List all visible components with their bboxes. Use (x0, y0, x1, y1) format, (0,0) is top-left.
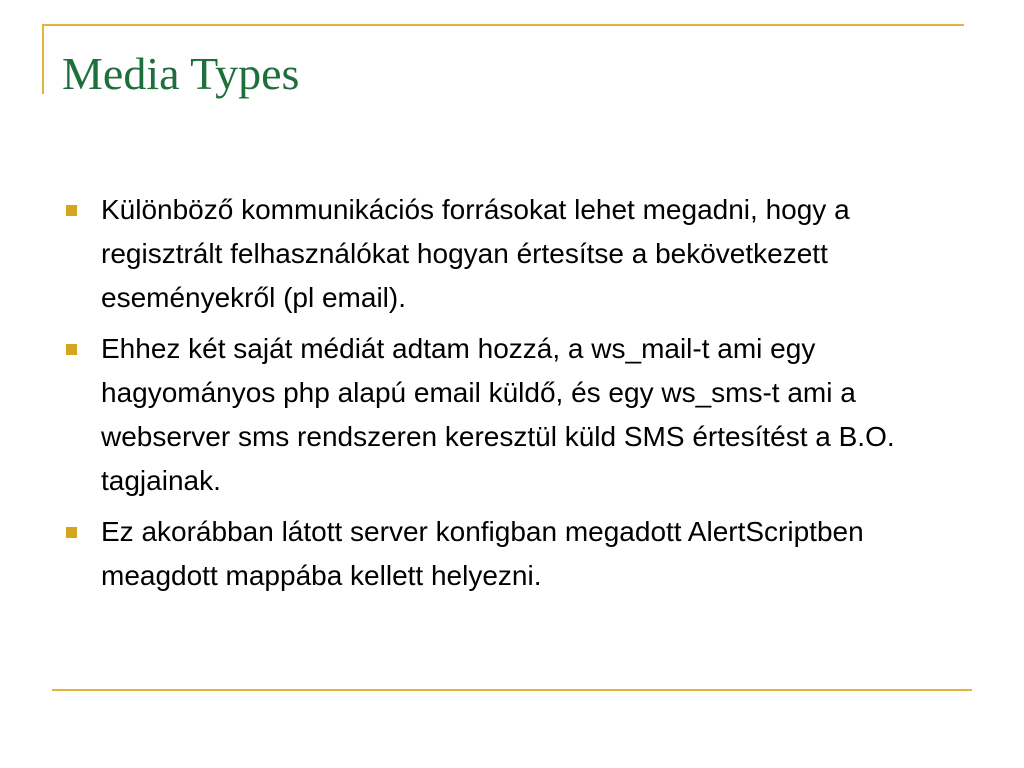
square-bullet-icon (66, 205, 77, 216)
bullet-item-3 (62, 510, 942, 598)
square-bullet-icon (66, 527, 77, 538)
bullet-text: Ez akorábban látott server konfigban megadott AlertScriptben meagdott mappába kellett helyezni. (101, 516, 864, 591)
slide-title: Media Types (62, 48, 300, 99)
frame-left-rule (42, 24, 44, 94)
bullet-text: Ehhez két saját médiát adtam hozzá, a ws_mail-t ami egy hagyományos php alapú email küldő, és egy ws_sms-t ami a webserver sms rendszeren keresztül küld SMS értesítést a B.O. tagjainak. (101, 333, 895, 496)
square-bullet-icon (66, 344, 77, 355)
bullet-item-2 (62, 327, 942, 503)
frame-bottom-rule (52, 689, 972, 691)
bullet-item-1 (62, 188, 942, 320)
frame-top-rule (42, 24, 964, 26)
bullet-text: Különböző kommunikációs forrásokat lehet megadni, hogy a regisztrált felhasználókat hogyan értesítse a bekövetkezett eseményekről (pl email). (101, 194, 850, 313)
bullet-list (62, 188, 942, 605)
